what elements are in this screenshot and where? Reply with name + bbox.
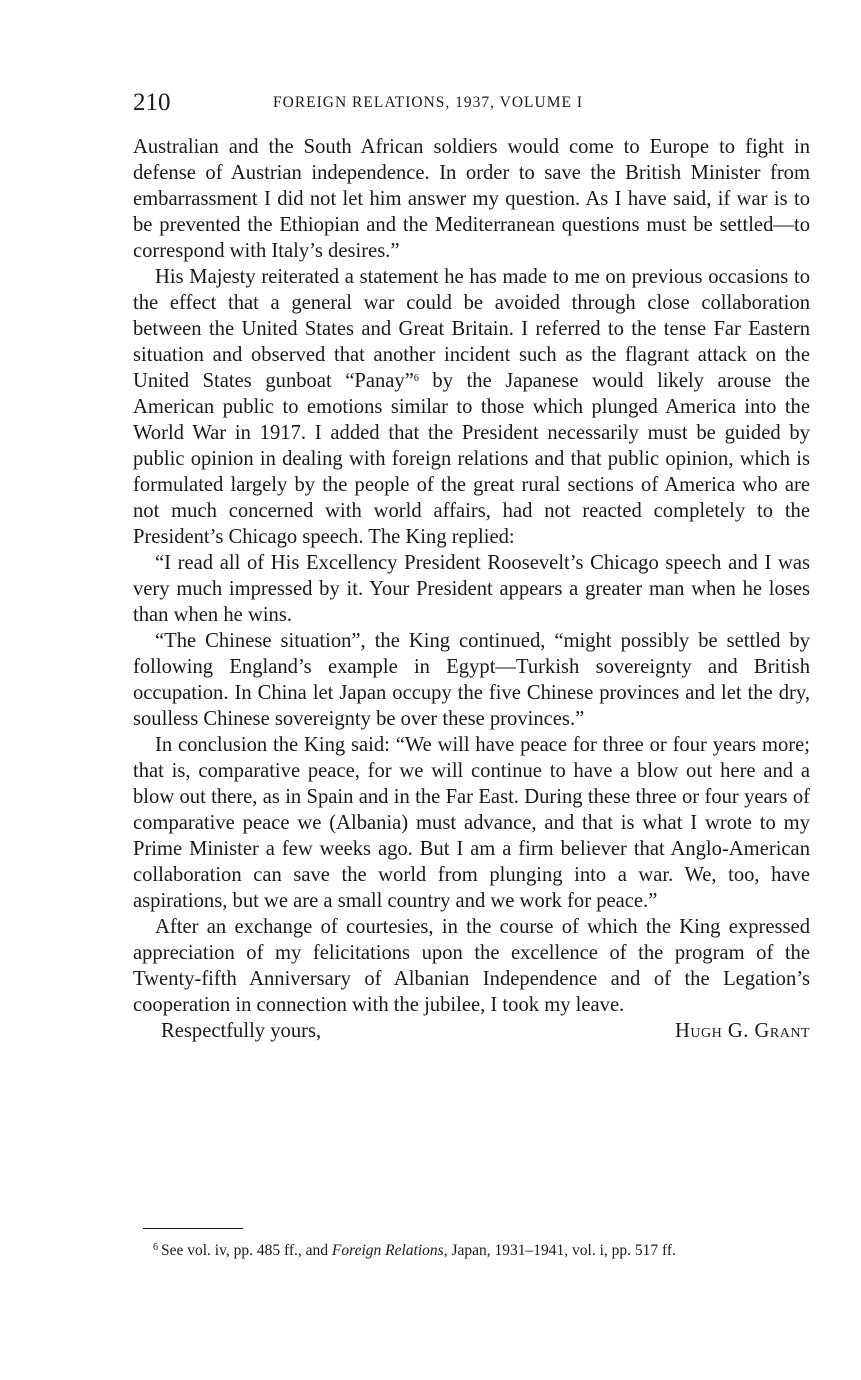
footnote-reference[interactable]: 6: [413, 373, 419, 384]
paragraph-2-end: by the Japanese would likely arouse the American public to emotions similar to those which plunged America into the World War in 1917. I added that the President necessarily must be guided by public opinion in dealing with foreign relations and that public opinion, which is formulated largely by the people of the great rural sections of America who are not much concerned with world affairs, had not reacted completely to the President’s Chicago speech. The King replied:: [133, 370, 810, 548]
paragraph-2: [133, 264, 810, 550]
paragraph-1: Australian and the South African soldiers would come to Europe to fight in defense of Austrian independence. In order to save the British Minister from embarrassment I did not let him answer my question. As I have said, if war is to be prevented the Ethiopian and the Mediterranean questions must be settled—to correspond with Italy’s desires.”: [133, 136, 810, 262]
signature: Hugh G. Grant: [674, 1020, 810, 1042]
paragraph-2-start: His Majesty reiterated a statement he has made to me on previous occasions to the effect that a general war could be avoided through close collaboration between the United States and Great Britain. I referred to the tense Far Eastern situation and observed that another incident such as the flagrant attack on the United States gunboat “Panay”: [133, 266, 810, 392]
paragraph-5: In conclusion the King said: “We will have peace for three or four years more; that is, comparative peace, for we will continue to have a blow out here and a blow out there, as in Spain and in the Far East. During these three or four years of comparative peace we (Albania) must advance, and that is what I wrote to my Prime Minister a few weeks ago. But I am a firm believer that Anglo-American collaboration can save the world from plunging into a war. We, too, have aspirations, but we are a small country and we work for peace.”: [133, 734, 810, 912]
signoff: [133, 1018, 810, 1044]
page-number: 210: [133, 89, 171, 116]
footnote-divider: [143, 1228, 243, 1229]
closing: Respectfully yours,: [161, 1020, 322, 1042]
page-header: [133, 88, 810, 124]
letter-body: [133, 134, 810, 1044]
footnote-text-end: Japan, 1931–1941, vol. i, pp. 517 ff.: [447, 1242, 676, 1259]
footnote-text-start: See vol. iv, pp. 485 ff., and: [161, 1242, 332, 1259]
paragraph-6: After an exchange of courtesies, in the course of which the King expressed appreciation of my felicitations upon the excellence of the program of the Twenty-fifth Anniversary of Albanian Independence and of the Legation’s cooperation in connection with the jubilee, I took my leave.: [133, 916, 810, 1016]
footnote: [153, 1238, 813, 1261]
running-head: FOREIGN RELATIONS, 1937, VOLUME I: [273, 94, 583, 111]
footnote-marker: 6: [153, 1242, 158, 1253]
footnote-italic-title: Foreign Relations,: [331, 1242, 448, 1259]
paragraph-4: “The Chinese situation”, the King continued, “might possibly be settled by following England’s example in Egypt—Turkish sovereignty and British occupation. In China let Japan occupy the five Chinese provinces and let the dry, soulless Chinese sovereignty be over these provinces.”: [133, 630, 810, 730]
paragraph-3: “I read all of His Excellency President Roosevelt’s Chicago speech and I was very much impressed by it. Your President appears a greater man when he loses than when he wins.: [133, 552, 810, 626]
